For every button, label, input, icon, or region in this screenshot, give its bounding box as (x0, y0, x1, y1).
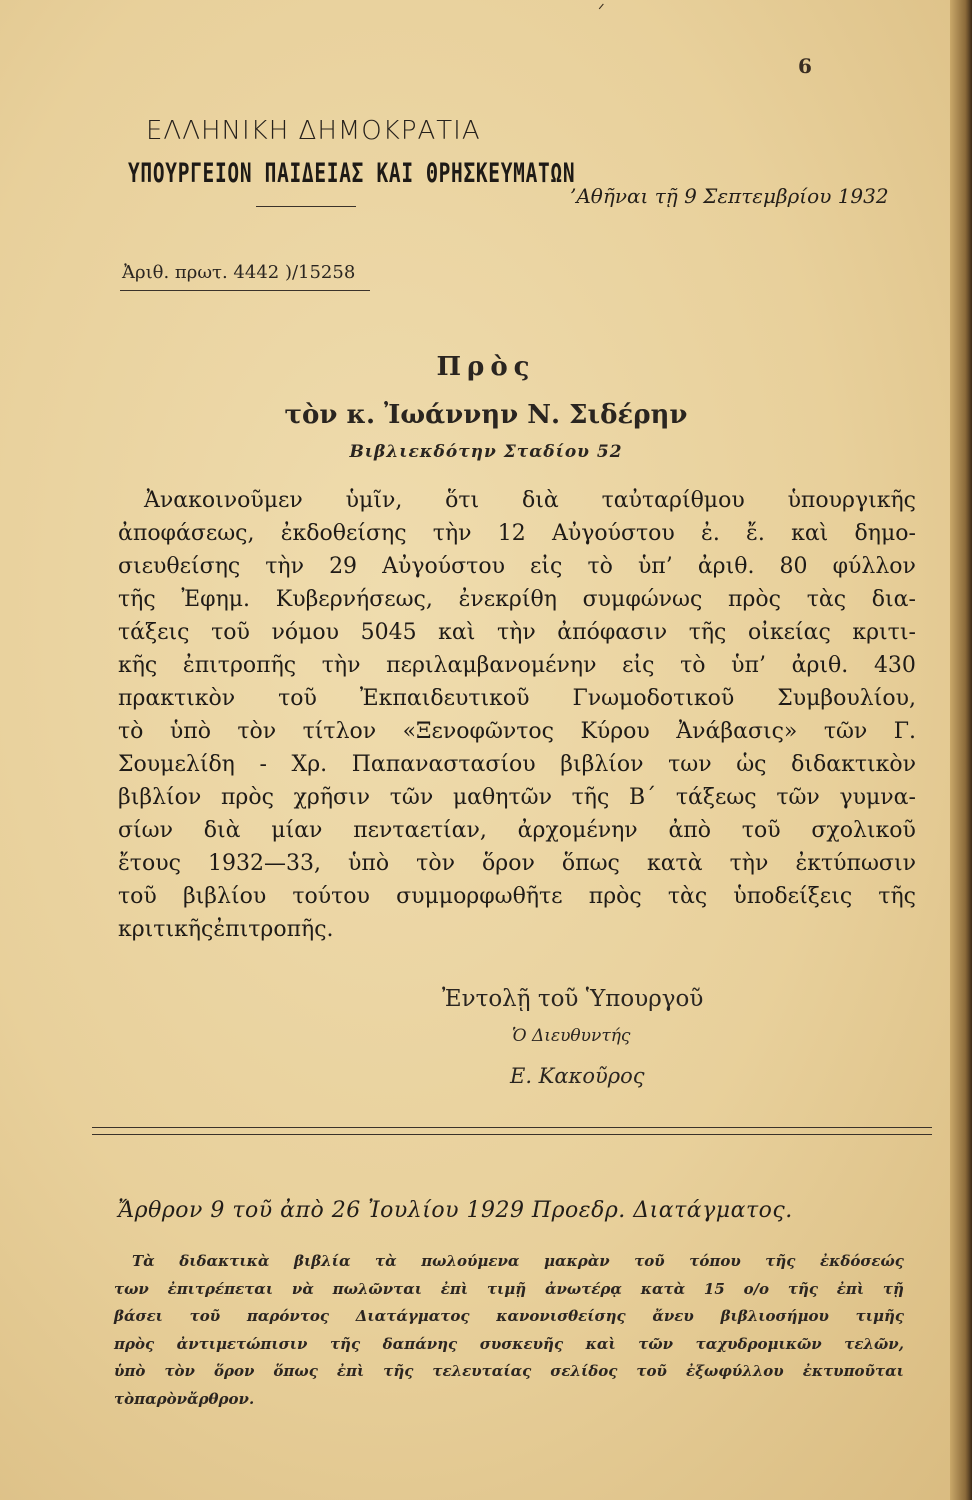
article-line: πρὸς ἀντιμετώπισιν τῆς δαπάνης συσκευῆς καὶ τῶν ταχυδρομικῶν τελῶν, (114, 1334, 904, 1353)
body-line: κῆς ἐπιτροπῆς τὴν περιλαμβανομένην εἰς τὸ ὑπ’ ἀριθ. 430 (118, 653, 916, 678)
body-line: τάξεις τοῦ νόμου 5045 καὶ τὴν ἀπόφασιν τῆς οἰκείας κριτι- (118, 620, 916, 645)
protocol-number: Ἀριθ. πρωτ. 4442 )/15258 (122, 262, 356, 283)
ministry-heading: ΥΠΟΥΡΓΕΙΟΝ ΠΑΙΔΕΙΑΣ ΚΑΙ ΘΡΗΣΚΕΥΜΑΤΩΝ (128, 158, 576, 189)
body-line: κριτικῆς ἐπιτροπῆς. (118, 917, 334, 942)
body-line: τοῦ βιβλίου τούτου συμμορφωθῆτε πρὸς τὰς ὑποδείξεις τῆς (118, 884, 916, 909)
article-line: των ἐπιτρέπεται νὰ πωλῶνται ἐπὶ τιμῇ ἀνωτέρᾳ κατὰ 15 ο/ο τῆς ἐπὶ τῇ (114, 1279, 904, 1298)
ink-mark: 6 (798, 54, 812, 78)
body-line: ἀποφάσεως, ἐκδοθείσης τὴν 12 Αὐγούστου ἐ. ἔ. καὶ δημο- (118, 521, 916, 546)
body-line: τῆς Ἐφημ. Κυβερνήσεως, ἐνεκρίθη συμφώνως πρὸς τὰς δια- (118, 587, 916, 612)
body-line: σιευθείσης τὴν 29 Αὐγούστου εἰς τὸ ὑπ’ ἀριθ. 80 φύλλον (118, 554, 916, 579)
body-line: σίων διὰ μίαν πενταετίαν, ἀρχομένην ἀπὸ τοῦ σχολικοῦ (118, 818, 916, 843)
body-line: Σουμελίδη - Χρ. Παπαναστασίου βιβλίον των ὡς διδακτικὸν (118, 752, 916, 777)
header-divider (256, 206, 356, 207)
recipient-address: Βιβλιεκδότην Σταδίου 52 (349, 442, 623, 462)
article-line: Τὰ διδακτικὰ βιβλία τὰ πωλούμενα μακρὰν τοῦ τόπου τῆς ἐκδόσεώς (132, 1252, 904, 1270)
article-line: βάσει τοῦ παρόντος Διατάγματος κανονισθείσης ἄνευ βιβλιοσήμου τιμῆς (114, 1307, 904, 1325)
recipient-to: Πρὸς (436, 352, 536, 382)
body-line: τὸ ὑπὸ τὸν τίτλον «Ξενοφῶντος Κύρου Ἀνάβασις» τῶν Γ. (118, 719, 916, 744)
letter-body (118, 484, 916, 946)
page-edge (950, 0, 972, 1500)
state-heading: ΕΛΛΗΝΙΚΗ ΔΗΜΟΚΡΑΤΙΑ (146, 116, 481, 146)
body-line: βιβλίον πρὸς χρῆσιν τῶν μαθητῶν τῆς Β΄ τάξεως τῶν γυμνα- (118, 785, 916, 810)
body-line: ἔτους 1932—33, ὑπὸ τὸν ὅρον ὅπως κατὰ τὴν ἐκτύπωσιν (118, 851, 916, 876)
article-line: ὑπὸ τὸν ὅρον ὅπως ἐπὶ τῆς τελευταίας σελίδος τοῦ ἐξωφύλλου ἐκτυποῦται (114, 1362, 904, 1380)
article-text (114, 1248, 904, 1413)
signature-title: Ὁ Διευθυντής (512, 1026, 631, 1046)
recipient-name: τὸν κ. Ἰωάννην Ν. Σιδέρην (284, 400, 688, 430)
document-date: ’Αθῆναι τῇ 9 Σεπτεμβρίου 1932 (570, 184, 889, 208)
article-title: Ἄρθρον 9 τοῦ ἀπὸ 26 Ἰουλίου 1929 Προεδρ. Διατάγματος. (118, 1198, 793, 1223)
protocol-underline (120, 290, 370, 291)
signature-order: Ἐντολῇ τοῦ Ὑπουργοῦ (442, 986, 704, 1012)
body-line: πρακτικὸν τοῦ Ἐκπαιδευτικοῦ Γνωμοδοτικοῦ Συμβουλίου, (118, 686, 916, 711)
section-divider (92, 1127, 932, 1135)
ink-speck: ᐟ (598, 0, 605, 19)
signature-name: Ε. Κακοῦρος (510, 1064, 645, 1088)
article-line: τὸ παρὸν ἄρθρον. (114, 1389, 255, 1408)
body-line: Ἀνακοινοῦμεν ὑμῖν, ὅτι διὰ ταὐταρίθμου ὑπουργικῆς (144, 488, 916, 513)
